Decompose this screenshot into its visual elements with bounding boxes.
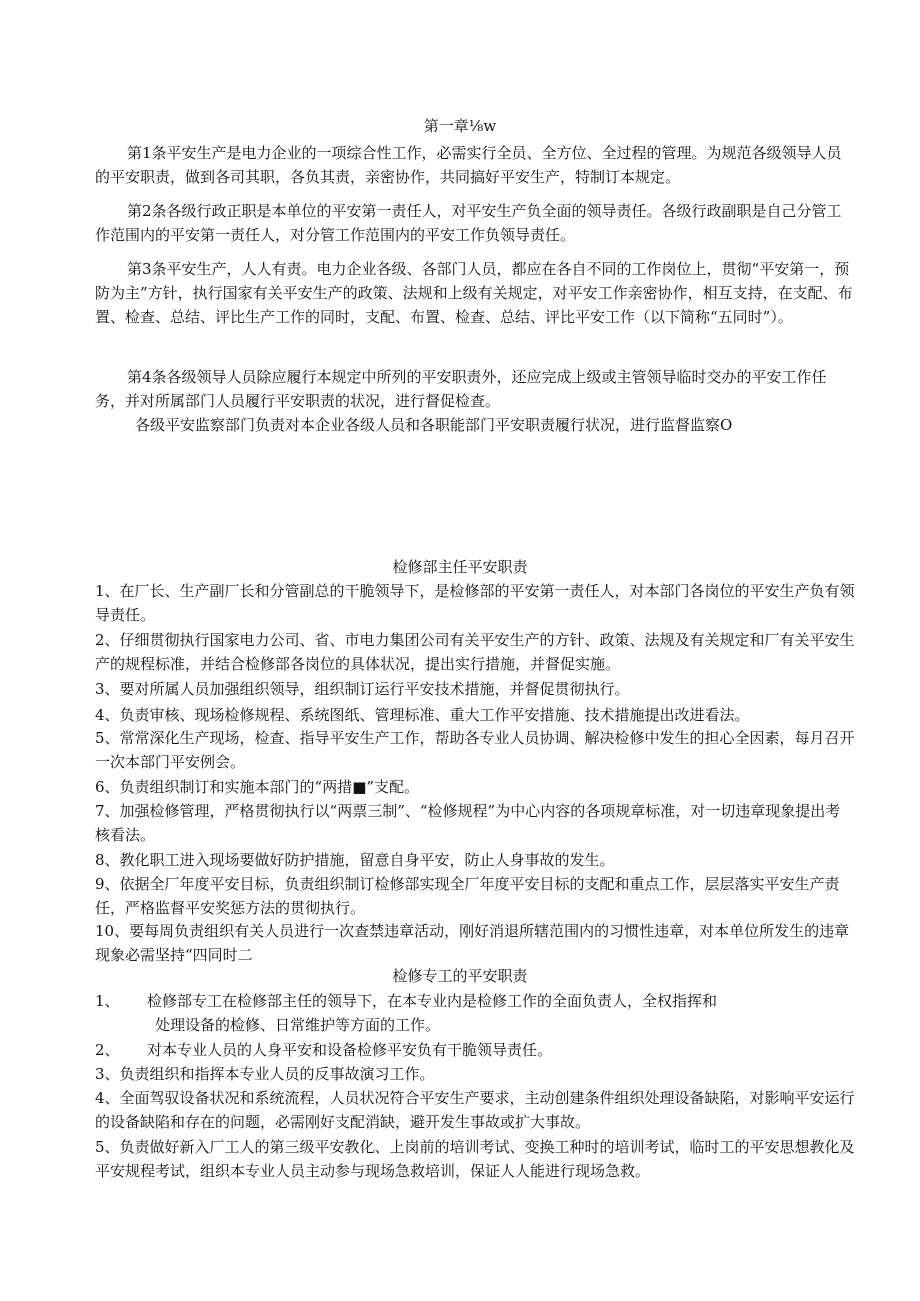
engineer-item-2: [95, 1039, 855, 1063]
engineer-item-3: 3、负责组织和指挥本专业人员的反事故演习工作。: [95, 1065, 435, 1083]
director-item-1: 1、在厂长、生产副厂长和分管副总的干脆领导下，是检修部的平安第一责任人，对本部门各岗位的平安生产负有领导责任。: [95, 582, 855, 624]
engineer-item-1: [95, 990, 855, 1037]
director-item-3: 3、要对所属人员加强组织领导，组织制订运行平安技术措施，并督促贯彻执行。: [95, 680, 630, 698]
article-4: 第4条各级领导人员除应履行本规定中所列的平安职责外，还应完成上级或主管领导临时交办的平安工作任务，并对所属部门人员履行平安职责的状况，进行督促检查。: [95, 368, 827, 410]
chapter-title: 第一章⅛w: [423, 117, 497, 135]
engineer-item-1-line2: 处理设备的检修、日常维护等方面的工作。: [155, 1015, 441, 1034]
section-title-director: 检修部主任平安职责: [392, 558, 528, 576]
engineer-item-2-number: 2、: [95, 1041, 120, 1059]
engineer-item-2-text: 对本专业人员的人身平安和设备检修平安负有干脆领导责任。: [147, 1041, 553, 1059]
director-item-8: 8、教化职工进入现场要做好防护措施，留意自身平安，防止人身事故的发生。: [95, 851, 615, 869]
engineer-item-1-line1: 检修部专工在检修部主任的领导下，在本专业内是检修工作的全面负责人，全权指挥和: [147, 992, 718, 1010]
director-item-2: 2、仔细贯彻执行国家电力公司、省、市电力集团公司有关平安生产的方针、政策、法规及有关规定和厂有关平安生产的规程标准，并结合检修部各岗位的具体状况，提出实行措施，并督促实施。: [95, 631, 855, 673]
article-2: 第2条各级行政正职是本单位的平安第一责任人，对平安生产负全面的领导责任。各级行政副职是自己分管工作范围内的平安第一责任人，对分管工作范围内的平安工作负领导责任。: [95, 202, 842, 244]
director-item-9: 9、依据全厂年度平安目标，负责组织制订检修部实现全厂年度平安目标的支配和重点工作，层层落实平安生产责任，严格监督平安奖惩方法的贯彻执行。: [95, 875, 840, 917]
engineer-item-4: 4、全面驾驭设备状况和系统流程，人员状况符合平安生产要求，主动创建条件组织处理设备缺陷，对影响平安运行的设备缺陷和存在的问题，必需刚好支配消缺，避开发生事故或扩大事故。: [95, 1089, 855, 1131]
article-5: 各级平安监察部门负责对本企业各级人员和各职能部门平安职责履行状况，进行监督监察O: [135, 416, 733, 434]
engineer-item-1-number: 1、: [95, 992, 120, 1010]
section-title-engineer: 检修专工的平安职责: [392, 967, 528, 985]
engineer-item-5: 5、负责做好新入厂工人的第三级平安教化、上岗前的培训考试、变换工种时的培训考试，临时工的平安思想教化及平安规程考试，组织本专业人员主动参与现场急救培训，保证人人能进行现场急救。: [95, 1138, 855, 1180]
director-item-5: 5、常常深化生产现场，检查、指导平安生产工作，帮助各专业人员协调、解决检修中发生的担心全因素，每月召开一次本部门平安例会。: [95, 729, 855, 771]
article-1: 第1条平安生产是电力企业的一项综合性工作，必需实行全员、全方位、全过程的管理。为规范各级领导人员的平安职责，做到各司其职，各负其责，亲密协作，共同搞好平安生产，特制订本规定。: [95, 144, 842, 186]
director-item-6: 6、负责组织制订和实施本部门的“两措■”支配。: [95, 778, 420, 796]
director-item-4: 4、负责审核、现场检修规程、系统图纸、管理标准、重大工作平安措施、技术措施提出改进看法。: [95, 706, 750, 724]
director-item-7: 7、加强检修管理，严格贯彻执行以“两票三制”、“检修规程”为中心内容的各项规章标准，对一切违章现象提出考核看法。: [95, 802, 841, 844]
article-3: 第3条平安生产，人人有责。电力企业各级、各部门人员，都应在各自不同的工作岗位上，贯彻“平安第一，预防为主”方针，执行国家有关平安生产的政策、法规和上级有关规定，对平安工作亲密协作，相互支持，在支配、布置、检查、总结、评比生产工作的同时，支配、布置、检查、总结、评比平安工作（以下简称“五同时”）。: [95, 260, 853, 326]
director-item-10: 10、要每周负责组织有关人员进行一次查禁违章活动，刚好消退所辖范围内的习惯性违章，对本单位所发生的违章现象必需坚持“四同时二: [95, 922, 850, 964]
